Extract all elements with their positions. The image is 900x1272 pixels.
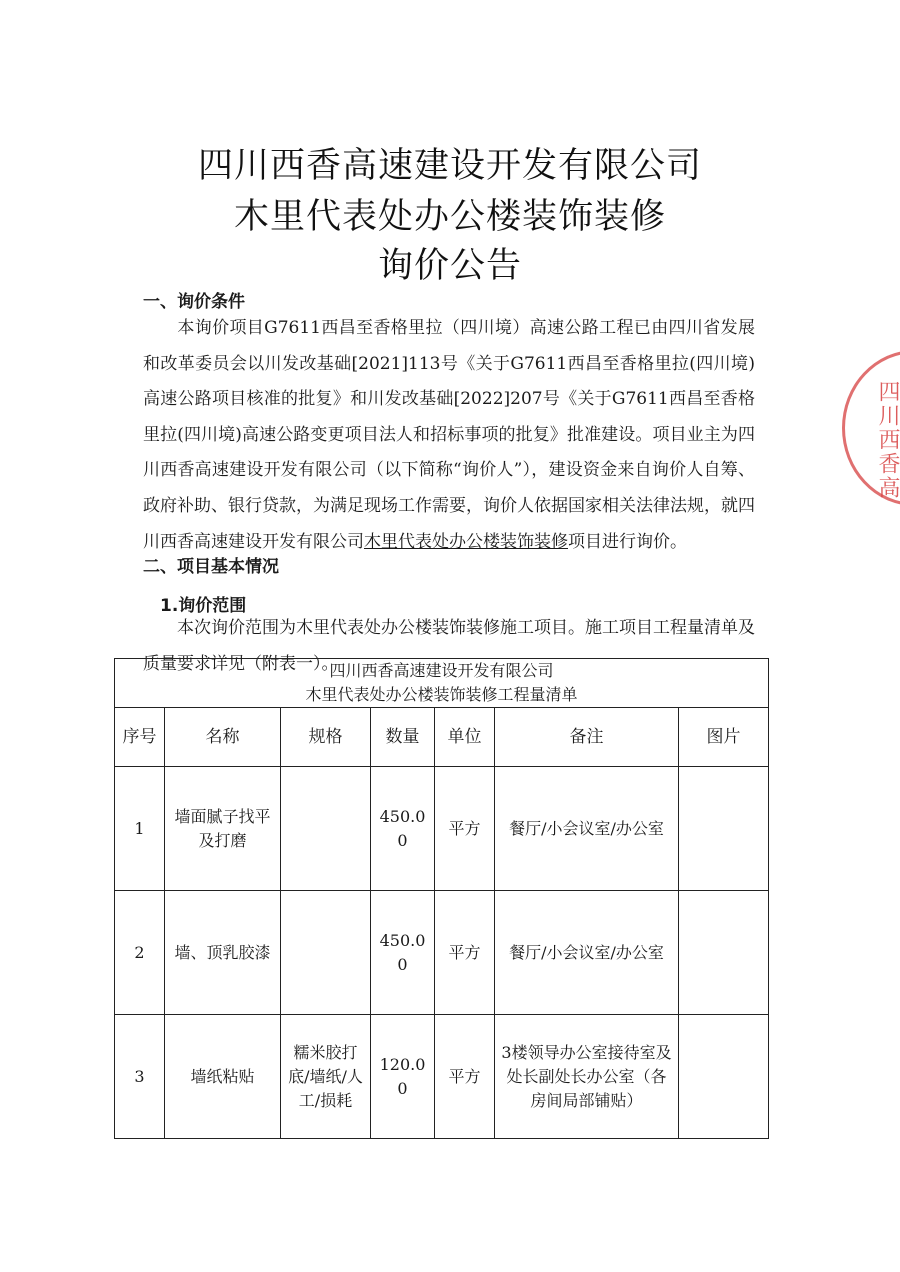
table-caption-line1: 四川西香高速建设开发有限公司 [329,661,554,680]
cell-unit: 平方 [435,767,495,891]
header-cell: 规格 [281,708,371,767]
table-header-row [115,708,769,767]
cell-picture [679,767,769,891]
section1-text: 本询价项目G7611西昌至香格里拉（四川境）高速公路工程已由四川省发展和改革委员会以川发改基础[2021]113号《关于G7611西昌至香格里拉(四川境)高速公路项目核准的批复》和川发改基础[2022]207号《关于G7611西昌至香格里拉(四川境)高速公路变更项目法人和招标事项的批复》批准建设。项目业主为四川西香高速建设开发有限公司（以下简称“询价人”），建设资金来自询价人自筹、政府补助、银行贷款，为满足现场工作需要，询价人依据国家相关法律法规，就四川西香高速建设开发有限公司 [143,318,755,552]
section1-paragraph [143,311,755,560]
document-title-line1: 四川西香高速建设开发有限公司 [197,146,702,186]
header-cell: 单位 [435,708,495,767]
header-cell: 序号 [115,708,165,767]
document-title-line3: 询价公告 [377,246,522,286]
document-title-line2: 木里代表处办公楼装饰装修 [233,197,666,237]
cell-quantity: 120.00 [371,1015,435,1139]
cell-remarks: 3楼领导办公室接待室及处长副处长办公室（各房间局部铺贴） [495,1015,679,1139]
header-cell: 备注 [495,708,679,767]
header-cell: 名称 [165,708,281,767]
section1-heading: 一、询价条件 [143,292,245,312]
section1-text-end: 项目进行询价。 [568,531,687,552]
project-name-underlined: 木里代表处办公楼装饰装修 [364,531,568,552]
section2-heading: 二、项目基本情况 [143,557,279,577]
cell-remarks: 餐厅/小会议室/办公室 [495,891,679,1015]
cell-unit: 平方 [435,1015,495,1139]
table-row [115,1015,769,1139]
cell-picture [679,1015,769,1139]
cell-spec [281,891,371,1015]
cell-unit: 平方 [435,891,495,1015]
cell-name: 墙纸粘贴 [165,1015,281,1139]
cell-spec: 糯米胶打底/墙纸/人工/损耗 [281,1015,371,1139]
cell-name: 墙面腻子找平及打磨 [165,767,281,891]
cell-index: 1 [115,767,165,891]
cell-index: 2 [115,891,165,1015]
table-caption-line2: 木里代表处办公楼装饰装修工程量清单 [305,685,578,704]
cell-quantity: 450.00 [371,767,435,891]
cell-remarks: 餐厅/小会议室/办公室 [495,767,679,891]
cell-name: 墙、顶乳胶漆 [165,891,281,1015]
table-row [115,767,769,891]
cell-quantity: 450.00 [371,891,435,1015]
company-seal-text: 四川西香高 [875,380,900,500]
cell-index: 3 [115,1015,165,1139]
header-cell: 图片 [679,708,769,767]
subsection-heading: 1.询价范围 [160,596,247,616]
cell-picture [679,891,769,1015]
cell-spec [281,767,371,891]
section2-text: 本次询价范围为木里代表处办公楼装饰装修施工项目。施工项目工程量清单及质量要求详见（附表一）。 [143,618,755,674]
header-cell: 数量 [371,708,435,767]
bill-of-quantities-table [114,658,769,1139]
table-caption [115,659,769,708]
table-row [115,891,769,1015]
